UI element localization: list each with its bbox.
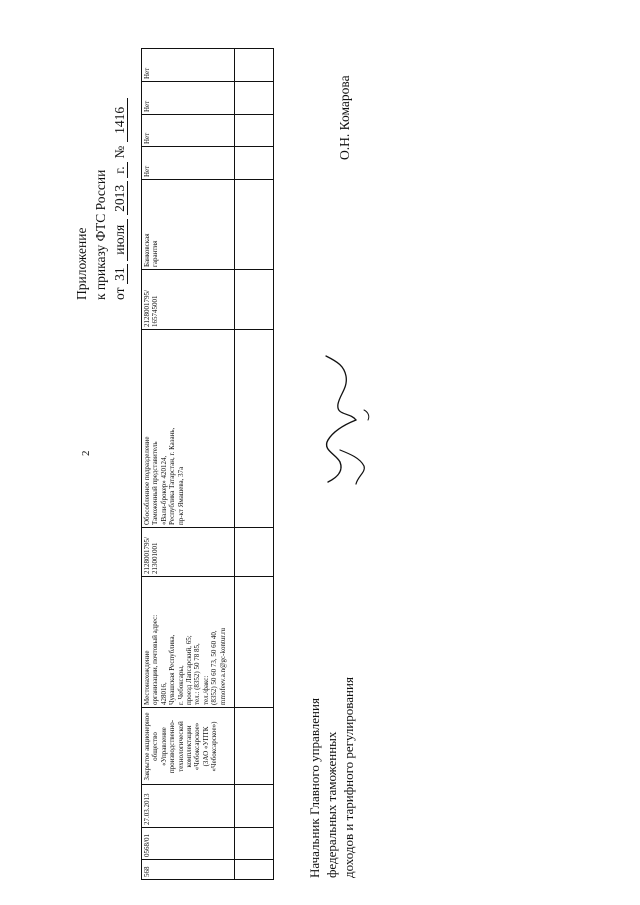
number-label: № [112, 145, 127, 159]
cell-date: 27.03.2013 [143, 793, 151, 825]
handwritten-signature [316, 354, 378, 494]
column-divider [141, 146, 274, 147]
column-divider [141, 827, 274, 828]
date-day: 31 [112, 264, 128, 284]
date-suffix: г. [112, 162, 128, 178]
column-divider [141, 859, 274, 860]
appendix-header [72, 40, 129, 300]
appendix-order-ref: к приказу ФТС России [93, 169, 108, 300]
table-row-divider [234, 48, 235, 880]
cell-division-inn-kpp: 2128001795/ 165745001 [143, 290, 160, 327]
signatory-name: О.Н. Комарова [337, 75, 352, 160]
cell-reg-number: 0568/01 [143, 834, 151, 857]
page-number: 2 [80, 450, 92, 456]
column-divider [141, 179, 274, 180]
date-year: 2013 [112, 181, 128, 215]
date-prefix: от [112, 287, 127, 300]
appendix-title: Приложение [74, 227, 89, 300]
cell-address: Местонахождение организации, почтовый адрес: 428016, Чувашская Республика, г. Чебоксары, проезд Лапсарский, 65; тел.: (8352) 50 78 85, тел./факс: (8352) 50 60 73, 50 60 40, mmofeev.a.n@gc-kontur.ru [143, 614, 227, 705]
cell-flag: Нет [143, 165, 151, 177]
cell-inn-kpp: 2128001795/ 213001001 [143, 537, 160, 574]
column-divider [141, 114, 274, 115]
registry-table [141, 48, 274, 880]
signatory-title: Начальник Главного управления федеральных таможенных доходов и тарифного регулирования [307, 677, 356, 878]
cell-flag: Нет [143, 132, 151, 144]
cell-division: Обособленное подразделение Таможенный представитель «Вали-брокер» 420124, Республика Татарстан, г. Казань, пр-кт Ямашева, 37а [143, 427, 185, 525]
date-month: июля [112, 219, 128, 261]
cell-flag: Нет [143, 100, 151, 112]
column-divider [141, 81, 274, 82]
column-divider [141, 269, 274, 270]
cell-flag: Нет [143, 67, 151, 79]
cell-security: Банковская гарантия [143, 233, 160, 267]
cell-organization-name: Закрытое акционерное общество «Управление производственно- технологической комплектации «Чебоксарское» (ЗАО «УПТК «Чебоксарское») [143, 712, 219, 781]
order-number: 1416 [112, 98, 128, 142]
appendix-date-line [110, 40, 129, 300]
cell-row-number: 568 [143, 866, 151, 877]
